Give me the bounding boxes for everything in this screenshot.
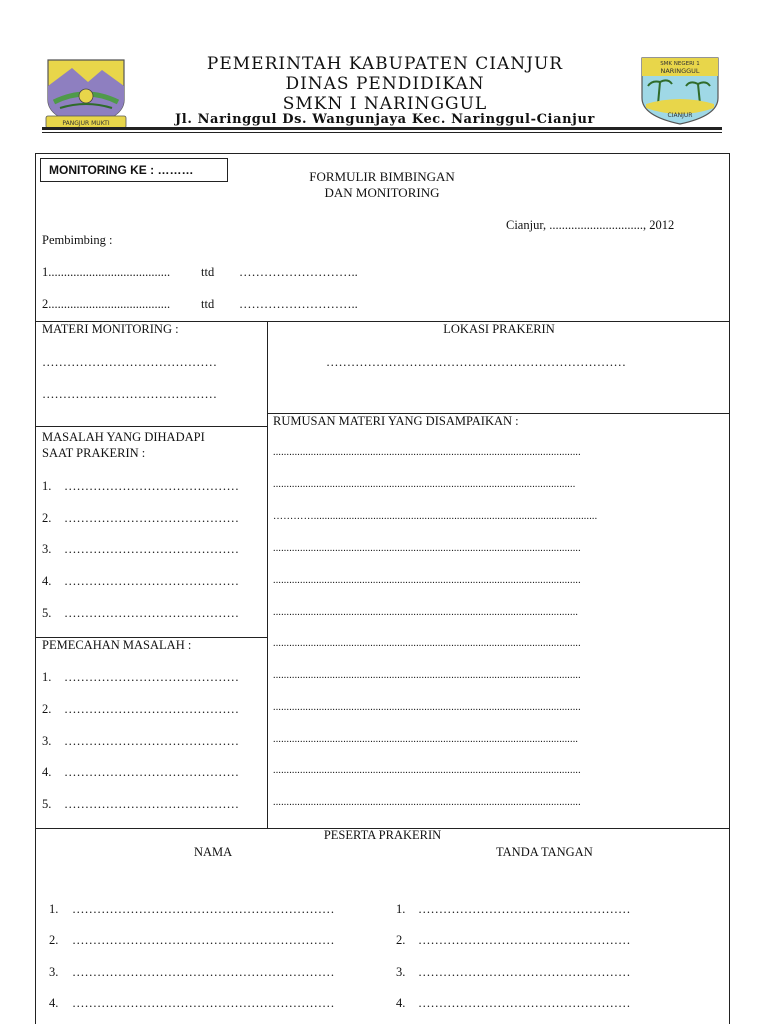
- rumusan-line: ..................................................................................................................: [273, 447, 581, 458]
- form-title-line1: FORMULIR BIMBINGAN: [309, 169, 455, 184]
- rumusan-line: ..................................................................................................................: [273, 638, 581, 649]
- school-logo: [638, 54, 722, 128]
- rumusan-line: ..................................................................................................................: [273, 765, 581, 776]
- peserta-sign-num: 2.: [396, 933, 406, 947]
- masalah-header-line1: MASALAH YANG DIHADAPI: [42, 430, 205, 444]
- peserta-header: PESERTA PRAKERIN: [323, 828, 442, 842]
- right-logo-bottom: CIANJUR: [667, 112, 693, 119]
- pemecahan-item-num: 5.: [42, 797, 52, 811]
- left-logo-ribbon: PANGJUR MUKTI: [62, 120, 110, 127]
- nama-header: NAMA: [194, 845, 233, 859]
- form-title-line2: DAN MONITORING: [324, 185, 440, 200]
- pemecahan-item-dots: ……………………………………: [64, 734, 239, 748]
- peserta-num: 1.: [49, 902, 59, 916]
- pembimbing-2-ttd: ttd: [201, 297, 215, 311]
- peserta-name: ………………………………………………………: [72, 996, 335, 1010]
- peserta-name: ………………………………………………………: [72, 933, 335, 947]
- cianjur-regency-logo: [42, 56, 130, 132]
- masalah-item-num: 5.: [42, 606, 52, 620]
- peserta-name: ………………………………………………………: [72, 965, 335, 979]
- pembimbing-1-sign: ………………………..: [239, 265, 358, 279]
- right-logo-top1: SMK NEGERI 1: [660, 61, 700, 67]
- monitoring-label: MONITORING KE : ………: [49, 163, 194, 177]
- header-address: Jl. Naringgul Ds. Wangunjaya Kec. Naringgul-Cianjur: [175, 112, 595, 127]
- pembimbing-1-name: 1.......................................: [42, 265, 171, 279]
- pembimbing-label: Pembimbing :: [42, 233, 113, 247]
- masalah-item-num: 4.: [42, 574, 52, 588]
- rumusan-line: .................................................................................................................: [273, 734, 579, 745]
- peserta-name: ………………………………………………………: [72, 902, 335, 916]
- masalah-item-num: 2.: [42, 511, 52, 525]
- peserta-sign-num: 1.: [396, 902, 406, 916]
- place-date: Cianjur, .............................., 2012: [506, 218, 675, 232]
- masalah-header-line2: SAAT PRAKERIN :: [42, 446, 146, 460]
- peserta-num: 4.: [49, 996, 59, 1010]
- materi-line-1: ……………………………………: [42, 355, 217, 369]
- lokasi-prakerin-header: LOKASI PRAKERIN: [443, 322, 555, 336]
- peserta-sign-num: 3.: [396, 965, 406, 979]
- peserta-sign: ……………………………………………: [418, 996, 631, 1010]
- pembimbing-2-name: 2.......................................: [42, 297, 171, 311]
- peserta-sign: ……………………………………………: [418, 933, 631, 947]
- pemecahan-item-dots: ……………………………………: [64, 797, 239, 811]
- header-line1: PEMERINTAH KABUPATEN CIANJUR: [206, 54, 564, 74]
- peserta-num: 3.: [49, 965, 59, 979]
- monitoring-box: [40, 158, 228, 182]
- masalah-item-num: 3.: [42, 542, 52, 556]
- header-line3: SMKN I NARINGGUL: [282, 94, 488, 114]
- masalah-item-num: 1.: [42, 479, 52, 493]
- lokasi-line: ………………………………………………………………: [326, 355, 626, 369]
- materi-monitoring-header: MATERI MONITORING :: [42, 322, 179, 336]
- rumusan-line: ..................................................................................................................: [273, 797, 581, 808]
- peserta-num: 2.: [49, 933, 59, 947]
- masalah-item-dots: ……………………………………: [64, 574, 239, 588]
- masalah-item-dots: ……………………………………: [64, 606, 239, 620]
- header-rule-thin: [42, 132, 722, 133]
- pemecahan-item-num: 1.: [42, 670, 52, 684]
- masalah-item-dots: ……………………………………: [64, 542, 239, 556]
- peserta-sign-num: 4.: [396, 996, 406, 1010]
- peserta-sign: ……………………………………………: [418, 965, 631, 979]
- rumusan-line: .................................................................................................................: [273, 607, 579, 618]
- peserta-sign: ……………………………………………: [418, 902, 631, 916]
- pembimbing-2-sign: ………………………..: [239, 297, 358, 311]
- header-line2: DINAS PENDIDIKAN: [285, 74, 485, 94]
- header-rule-thick: [42, 127, 722, 130]
- right-logo-top2: NARINGGUL: [660, 67, 700, 75]
- rumusan-line: ..................................................................................................................: [273, 543, 581, 554]
- rumusan-line: ..................................................................................................................: [273, 575, 581, 586]
- pemecahan-item-num: 3.: [42, 734, 52, 748]
- rumusan-line: ................................................................................................................: [273, 479, 576, 490]
- pembimbing-1-ttd: ttd: [201, 265, 215, 279]
- rumusan-line: ………….........................................................................................................: [273, 511, 598, 522]
- materi-line-2: ……………………………………: [42, 387, 217, 401]
- masalah-item-dots: ……………………………………: [64, 479, 239, 493]
- rumusan-line: ..................................................................................................................: [273, 670, 581, 681]
- tanda-tangan-header: TANDA TANGAN: [496, 845, 593, 859]
- pemecahan-item-num: 4.: [42, 765, 52, 779]
- rumusan-line: ..................................................................................................................: [273, 702, 581, 713]
- pemecahan-item-dots: ……………………………………: [64, 765, 239, 779]
- pemecahan-item-num: 2.: [42, 702, 52, 716]
- pemecahan-item-dots: ……………………………………: [64, 670, 239, 684]
- pemecahan-item-dots: ……………………………………: [64, 702, 239, 716]
- pemecahan-header: PEMECAHAN MASALAH :: [42, 638, 192, 652]
- masalah-item-dots: ……………………………………: [64, 511, 239, 525]
- rumusan-header: RUMUSAN MATERI YANG DISAMPAIKAN :: [273, 414, 519, 428]
